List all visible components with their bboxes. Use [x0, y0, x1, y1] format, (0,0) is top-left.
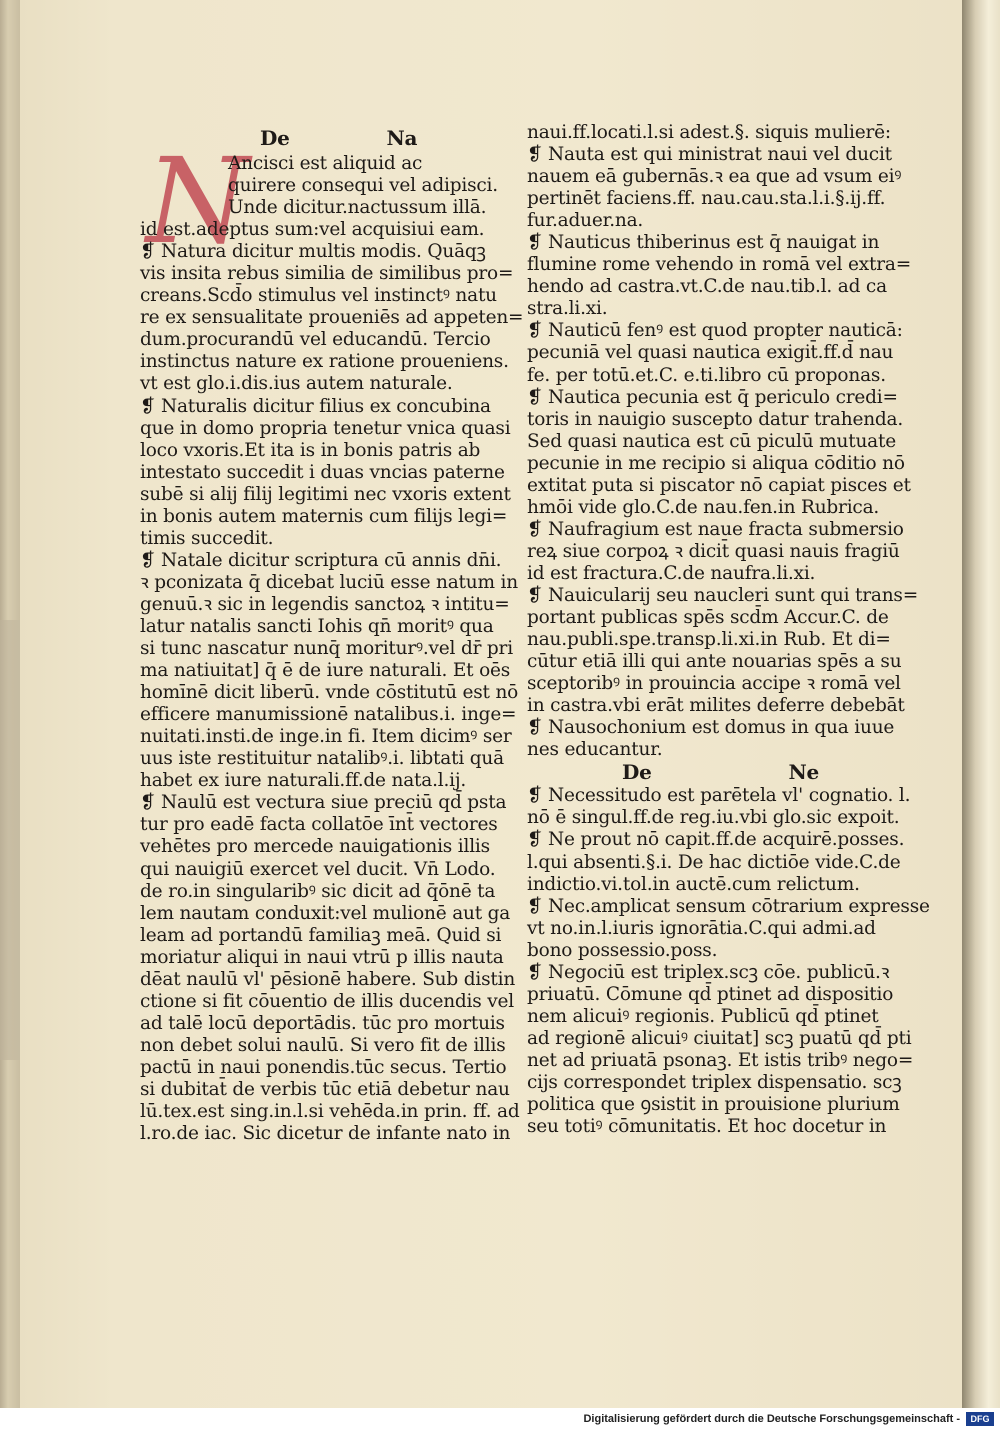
- text-line: Unde dicitur.nactussum illā.: [228, 197, 487, 219]
- text-line: ❡ Nauticus thiberinus est q̄ nauigat in: [527, 232, 880, 254]
- right-column-header: [527, 761, 887, 785]
- text-line: ❡ Natura dicitur multis modis. Quāqꝫ: [140, 241, 486, 263]
- text-line: Sed quasi nautica est cū piculū mutuate: [527, 430, 896, 452]
- left-column-header: [140, 127, 510, 153]
- text-line: fur.aduer.na.: [527, 210, 644, 232]
- text-line: dum.procurandū vel educandū. Tercio: [140, 329, 491, 351]
- text-line: hmōi vide glo.C.de nau.fen.in Rubrica.: [527, 496, 880, 518]
- text-line: ꝛ pconizata q̄ dicebat luciū esse natum in: [140, 571, 518, 593]
- text-line: latur natalis sancti Iohis qn̄ moritꝰ qua: [140, 615, 494, 637]
- right-column: [527, 122, 930, 1138]
- text-line: ctione si fit cōuentio de illis ducendis vel: [140, 990, 514, 1012]
- text-line: cijs correspondet triplex dispensatio. scꝫ: [527, 1071, 902, 1093]
- text-line: uus iste restituitur natalibꝰ.i. libtati quā: [140, 748, 504, 770]
- text-line: quirere consequi vel adipisci.: [228, 175, 498, 197]
- text-line: non debet solui naulū. Si vero fit de illis: [140, 1034, 506, 1056]
- digitization-footer: [0, 1408, 1000, 1432]
- text-line: ❡ Nauticū fenꝰ est quod propter nauticā:: [527, 320, 903, 342]
- dfg-logo: DFG: [966, 1412, 994, 1426]
- text-line: ❡ Nausochonium est domus in qua iuue: [527, 717, 895, 739]
- text-line: seu totiꝰ cōmunitatis. Et hoc docetur in: [527, 1116, 887, 1138]
- text-line: flumine rome vehendo in romā vel extra=: [527, 254, 912, 276]
- text-line: loco vxoris.Et ita is in bonis patris ab: [140, 439, 481, 461]
- text-line: nauem eā gubernās.ꝛ ea que ad vsum eiꝰ: [527, 166, 902, 188]
- text-line: bono possessio.poss.: [527, 939, 718, 961]
- text-line: vt est glo.i.dis.ius autem naturale.: [140, 373, 453, 395]
- text-line: genuū.ꝛ sic in legendis sanctoꝝ ꝛ intitu=: [140, 593, 510, 615]
- text-line: priuatū. Cōmune qd̄ ptinet ad dispositio: [527, 983, 894, 1005]
- text-line: vis insita rebus similia de similibus pro=: [140, 263, 514, 285]
- text-line: ❡ Naturalis dicitur filius ex concubina: [140, 395, 491, 417]
- book-gutter: [962, 0, 1000, 1408]
- text-line: lem nautam conduxit:vel mulionē aut ga: [140, 902, 511, 924]
- text-line: l.qui absenti.§.i. De hac dictiōe vide.C.de: [527, 851, 901, 873]
- text-line: re ex sensualitate proueniēs ad appeten=: [140, 307, 524, 329]
- text-line: ad regionē alicuiꝰ ciuitat] scꝫ puatū qd̄ pti: [527, 1027, 912, 1049]
- text-line: efficere manumissionē natalibus.i. inge=: [140, 704, 517, 726]
- text-line: homīnē dicit liberū. vnde cōstitutū est nō: [140, 682, 519, 704]
- text-line: leam ad portandū familiaꝫ meā. Quid si: [140, 924, 502, 946]
- text-line: pecuniā vel quasi nautica exigit̄.ff.d̄ nau: [527, 342, 894, 364]
- text-line: lū.tex.est sing.in.l.si vehēda.in prin. ff. ad: [140, 1101, 520, 1123]
- text-line: ❡ Naulū est vectura siue preciū qd̄ psta: [140, 792, 507, 814]
- text-line: nō ē singul.ff.de reg.iu.vbi glo.sic expoit.: [527, 807, 900, 829]
- text-line: que in domo propria tenetur vnica quasi: [140, 417, 511, 439]
- text-line: tur pro eadē facta collatōe īnt̄ vectores: [140, 814, 498, 836]
- text-line: habet ex iure naturali.ff.de nata.l.ij.: [140, 770, 467, 792]
- text-line: ❡ Nautica pecunia est q̄ periculo credi=: [527, 386, 898, 408]
- text-line: moriatur aliqui in naui vtrū p illis nauta: [140, 946, 504, 968]
- text-line: instinctus nature ex ratione proueniens.: [140, 351, 509, 373]
- text-line: vt no.in.l.iuris ignorātia.C.qui admi.ad: [527, 917, 876, 939]
- text-line: sceptoribꝰ in prouincia accipe ꝛ romā vel: [527, 673, 901, 695]
- text-line: pactū in naui ponendis.tūc secus. Tertio: [140, 1056, 507, 1078]
- text-line: ❡ Nauicularij seu naucleri sunt qui trans=: [527, 584, 919, 606]
- text-line: ❡ Nec.amplicat sensum cōtrarium expresse: [527, 895, 930, 917]
- right-column-text-top: [527, 122, 919, 761]
- decorated-initial: N: [146, 132, 250, 270]
- text-line: subē si alij filij legitimi nec vxoris extent: [140, 483, 511, 505]
- text-line: nau.publi.spe.transp.li.xi.in Rub. Et di=: [527, 629, 891, 651]
- text-line: ad talē locū deportādis. tūc pro mortuis: [140, 1012, 505, 1034]
- text-line: l.ro.de iac. Sic dicetur de infante nato in: [140, 1123, 511, 1145]
- text-line: de ro.in singularibꝰ sic dicit ad q̄ōnē ta: [140, 880, 496, 902]
- header-left: De: [622, 760, 652, 785]
- text-line: pertinēt faciens.ff. nau.cau.sta.l.i.§.ij.ff.: [527, 188, 886, 210]
- text-line: indictio.vi.tol.in auctē.cum relictum.: [527, 873, 860, 895]
- footer-text: Digitalisierung gefördert durch die Deutsche Forschungsgemeinschaft -: [583, 1413, 960, 1425]
- text-line: vehētes pro mercede nauigationis illis: [140, 836, 490, 858]
- text-line: pecunie in me recipio si aliqua cōditio nō: [527, 452, 905, 474]
- text-line: nes educantur.: [527, 739, 663, 761]
- text-line: qui nauigiū exercet vel ducit. Vn̄ Lodo.: [140, 858, 496, 880]
- text-line: Ancisci est aliquid ac: [228, 153, 423, 174]
- text-line: ❡ Necessitudo est parētela vl' cognatio. l.: [527, 785, 911, 807]
- text-line: ❡ Naufragium est naue fracta submersio: [527, 518, 904, 540]
- left-column-text: [140, 153, 524, 1145]
- text-line: in bonis autem maternis cum filijs legi=: [140, 505, 508, 527]
- text-line: portant publicas spēs scd̄m Accur.C. de: [527, 607, 889, 629]
- text-line: naui.ff.locati.l.si adest.§. siquis mulierē:: [527, 122, 891, 143]
- header-left: De: [260, 126, 290, 150]
- text-line: in castra.vbi erāt milites deferre debebāt: [527, 695, 905, 717]
- header-right: Na: [386, 126, 418, 150]
- text-line: nem alicuiꝰ regionis. Publicū qd̄ ptinet: [527, 1005, 879, 1027]
- text-line: creans.Scd̄o stimulus vel instinctꝰ natu: [140, 285, 497, 307]
- text-line: id est fractura.C.de naufra.li.xi.: [527, 562, 816, 584]
- text-line: ❡ Nauta est qui ministrat naui vel ducit: [527, 144, 892, 166]
- text-line: extitat puta si piscator nō capiat pisces et: [527, 474, 911, 496]
- right-column-text-bottom: [527, 785, 930, 1138]
- text-line: nuitati.insti.de inge.in fi. Item dicimꝰ ser: [140, 726, 512, 748]
- text-line: ❡ Natale dicitur scriptura cū annis dn̄i.: [140, 549, 502, 571]
- left-column: [140, 126, 524, 1145]
- text-line: intestato succedit i duas vncias paterne: [140, 461, 505, 483]
- text-line: toris in nauigio suscepto datur trahenda.: [527, 408, 904, 430]
- text-line: id est.adeptus sum:vel acquisiui eam.: [140, 219, 485, 241]
- header-right: Ne: [788, 760, 820, 785]
- text-line: ma natiuitat] q̄ ē de iure naturali. Et oēs: [140, 660, 511, 682]
- text-line: cūtur etiā illi qui ante nouarias spēs a su: [527, 651, 902, 673]
- text-line: timis succedit.: [140, 527, 274, 549]
- text-line: hendo ad castra.vt.C.de nau.tib.l. ad ca: [527, 276, 887, 298]
- text-line: ❡ Negociū est triplex.scꝫ cōe. publicū.ꝛ: [527, 961, 890, 983]
- text-line: si dubitat̄ de verbis tūc etiā debetur nau: [140, 1078, 510, 1100]
- text-line: ❡ Ne prout nō capit.ff.de acquirē.posses.: [527, 829, 905, 851]
- text-line: stra.li.xi.: [527, 298, 608, 320]
- text-line: fe. per totū.et.C. e.ti.libro cū proponas.: [527, 364, 886, 386]
- text-line: si tunc nascatur nunq̄ moriturꝰ.vel dr̄ pri: [140, 638, 513, 660]
- text-line: dēat naulū vl' pēsionē habere. Sub distin: [140, 968, 516, 990]
- text-line: politica que ꝯsistit in prouisione plurium: [527, 1094, 900, 1116]
- text-line: net ad priuatā psonaꝫ. Et istis tribꝰ nego=: [527, 1049, 914, 1071]
- text-line: reꝝ siue corpoꝝ ꝛ dicit̄ quasi nauis fragiū: [527, 540, 900, 562]
